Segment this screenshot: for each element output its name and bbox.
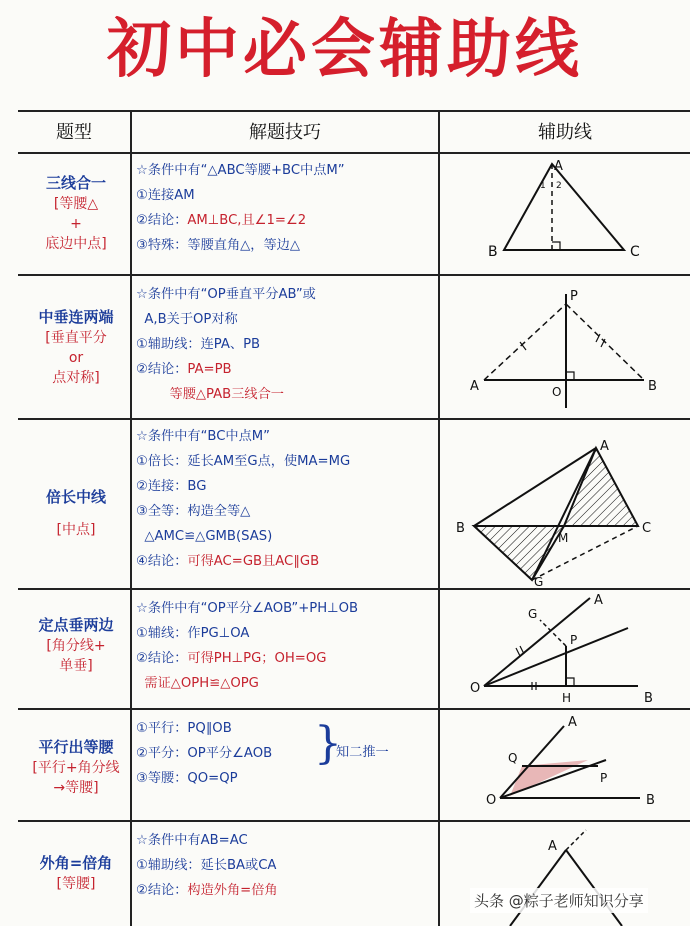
label-A: A (568, 715, 577, 730)
topic-cell (22, 172, 130, 254)
technique-line: ②平分：OP平分∠AOB (136, 746, 273, 761)
technique-line: ①辅线：作PG⊥OA (136, 626, 250, 641)
technique-line: ②结论：可得PH⊥PG；OH=OG (136, 651, 327, 666)
topic-cell (22, 736, 130, 798)
label-A: A (470, 379, 479, 394)
page-title: 初中必会辅助线 (107, 13, 583, 87)
angle-bisector-figure (440, 590, 688, 708)
technique-line: ②结论：PA=PB (136, 362, 232, 377)
topic-name: 倍长中线 (45, 488, 106, 506)
technique-line: ☆条件中有AB=AC (136, 833, 248, 848)
technique-conclusion: 可得AC=GB且AC∥GB (187, 554, 320, 569)
topic-cell (22, 306, 130, 388)
label-B: B (644, 691, 653, 706)
technique-line: ①倍长：延长AM至G点，使MA=MG (136, 454, 351, 469)
topic-tag: [中点] (56, 522, 96, 538)
technique-cell (136, 596, 436, 696)
header-topic: 题型 (56, 122, 92, 143)
technique-conclusion: AM⊥BC,且∠1=∠2 (187, 213, 307, 228)
topic-name: 平行出等腰 (38, 738, 114, 756)
label-C: C (630, 244, 640, 260)
table-row (18, 154, 690, 274)
brace-symbol: } (314, 718, 342, 769)
label-B: B (646, 793, 655, 808)
label-P: P (600, 771, 608, 785)
technique-conclusion: 可得PH⊥PG；OH=OG (187, 651, 327, 666)
topic-name: 中垂连两端 (38, 308, 114, 326)
technique-line: ③全等：构造全等△ (136, 504, 251, 519)
topic-name: 外角=倍角 (39, 854, 113, 872)
topic-tag: [等腰△ + 底边中点] (45, 196, 107, 252)
topic-name: 三线合一 (45, 174, 106, 192)
technique-conclusion: PA=PB (187, 362, 232, 377)
topic-cell (22, 614, 130, 676)
technique-line: ②连接：BG (136, 479, 207, 494)
label-B: B (488, 244, 498, 260)
technique-line: △AMC≌△GMB(SAS) (136, 529, 273, 544)
table (18, 110, 690, 926)
topic-tag: [平行+角分线 →等腰] (32, 760, 120, 796)
table-row (18, 590, 690, 708)
topic-tag: [角分线+ 单垂] (46, 638, 106, 674)
label-B: B (456, 521, 465, 536)
label-B: B (648, 379, 657, 394)
technique-line: ☆条件中有“BC中点M” (136, 429, 271, 444)
technique-cell (136, 282, 436, 407)
header-aux-line: 辅助线 (538, 122, 592, 143)
label-A: A (554, 159, 563, 174)
topic-tag: [等腰] (56, 876, 96, 892)
technique-line: ☆条件中有“△ABC等腰+BC中点M” (136, 163, 345, 178)
technique-line: ③等腰：QO=QP (136, 771, 238, 786)
technique-cell (136, 158, 436, 258)
technique-line: A,B关于OP对称 (136, 312, 238, 327)
perpendicular-bisector-figure (440, 276, 688, 418)
label-A: A (594, 593, 603, 608)
technique-cell (136, 828, 436, 903)
topic-cell (22, 852, 130, 894)
label-C: C (642, 521, 652, 536)
label-A: A (600, 439, 609, 454)
label-G: G (534, 575, 544, 588)
parallel-isosceles-figure (440, 710, 688, 820)
technique-line: ☆条件中有“OP垂直平分AB”或 (136, 287, 316, 302)
table-row (18, 420, 690, 588)
technique-line: ☆条件中有“OP平分∠AOB”+PH⊥OB (136, 601, 359, 616)
technique-line: 等腰△PAB三线合一 (136, 387, 284, 402)
technique-line: ②结论：构造外角=倍角 (136, 883, 278, 898)
label-A: A (548, 839, 557, 854)
label-H: H (562, 691, 572, 705)
technique-conclusion: 构造外角=倍角 (187, 883, 278, 898)
table-row (18, 276, 690, 418)
watermark: 头条 @粽子老师知识分享 (470, 888, 648, 913)
label-M: M (558, 531, 569, 545)
label-O: O (470, 681, 481, 696)
technique-line: ①连接AM (136, 188, 195, 203)
isosceles-triangle-figure (440, 154, 688, 274)
technique-line: ④结论：可得AC=GB且AC∥GB (136, 554, 320, 569)
label-P: P (570, 633, 578, 647)
technique-cell (136, 424, 436, 574)
table-row (18, 710, 690, 820)
header-technique: 解题技巧 (249, 122, 321, 143)
technique-line: ①辅助线：连PA、PB (136, 337, 261, 352)
double-median-figure (440, 420, 688, 588)
label-angle-1: 1 (540, 181, 546, 191)
topic-tag: [垂直平分 or 点对称] (45, 330, 107, 386)
label-O: O (552, 385, 562, 399)
topic-cell (22, 486, 130, 540)
label-P: P (570, 289, 578, 304)
technique-line: ③特殊：等腰直角△，等边△ (136, 238, 300, 253)
technique-line: ①辅助线：延长BA或CA (136, 858, 277, 873)
brace-note: 知二推一 (336, 745, 389, 760)
topic-name: 定点垂两边 (38, 616, 114, 634)
label-O: O (486, 793, 497, 808)
label-G: G (528, 607, 538, 621)
label-Q: Q (508, 751, 518, 765)
technique-line: ②结论：AM⊥BC,且∠1=∠2 (136, 213, 307, 228)
technique-line: 需证△OPH≌△OPG (136, 676, 259, 691)
label-angle-2: 2 (556, 181, 562, 191)
technique-line: ①平行：PQ∥OB (136, 721, 232, 736)
